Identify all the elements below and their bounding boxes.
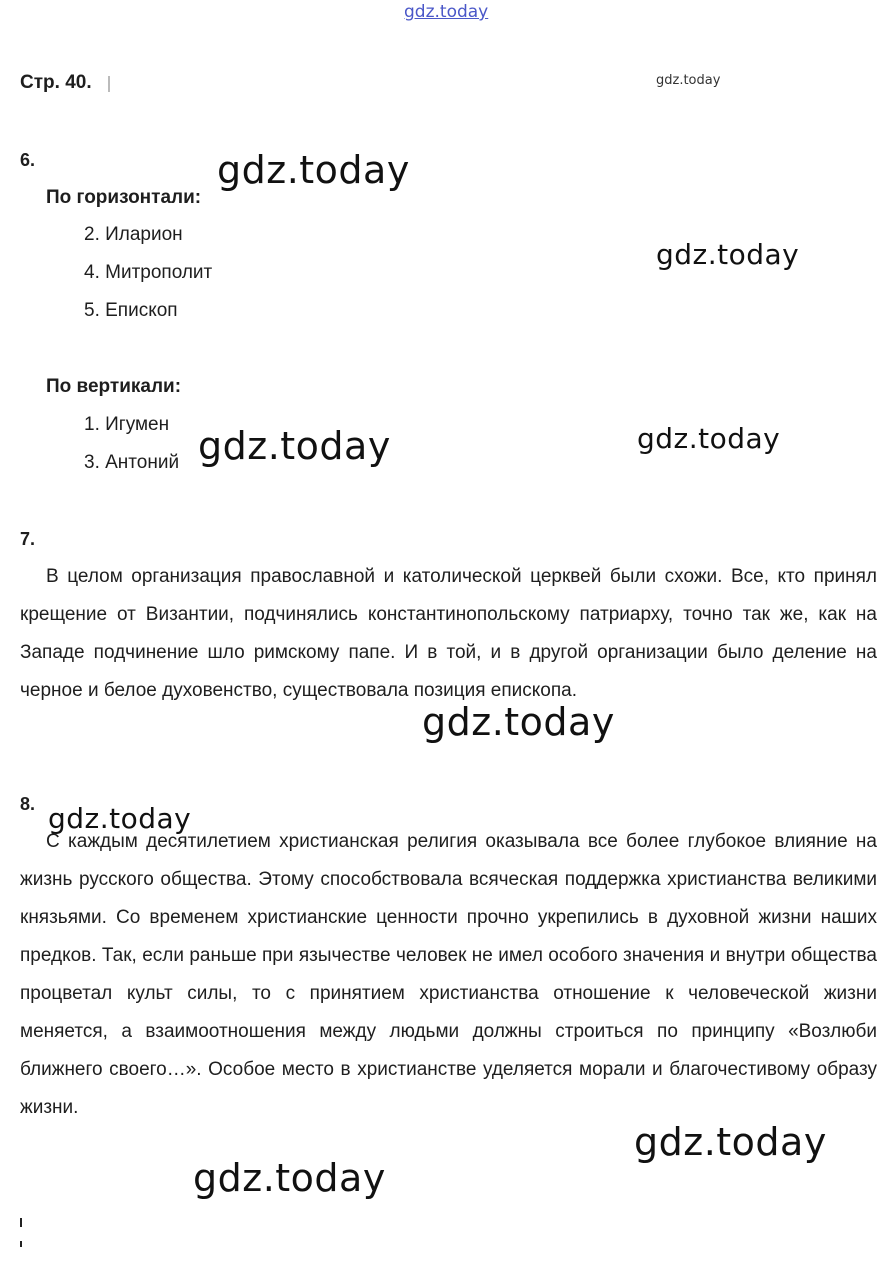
task-7-answer: В целом организация православной и католической церквей были схожи. Все, кто принял крещение от Византии, подчинялись константинопольскому патриарху, точно так же, как на Западе подчинение шло римскому папе. И в той, и в другой организации было деление на черное и белое духовенство, существовала позиция епископа. xyxy=(20,566,877,701)
page-reference: Стр. 40. xyxy=(20,72,92,93)
watermark: gdz.today xyxy=(634,1120,827,1164)
watermark: gdz.today xyxy=(637,422,781,455)
horizontal-item: 2. Иларион xyxy=(84,224,183,245)
artifact-mark xyxy=(20,1241,22,1247)
horizontal-item: 5. Епископ xyxy=(84,300,178,321)
vertical-item: 1. Игумен xyxy=(84,414,170,435)
vertical-heading: По вертикали: xyxy=(46,376,182,397)
task-6-number: 6. xyxy=(20,150,36,170)
watermark-top-link[interactable]: gdz.today xyxy=(404,2,489,22)
horizontal-item: 4. Митрополит xyxy=(84,262,213,283)
watermark: gdz.today xyxy=(198,424,391,468)
task-8-answer: С каждым десятилетием христианская религия оказывала все более глубокое влияние на жизнь русского общества. Этому способствовала всяческая поддержка христианства великими князьями. Со временем христианские ценности прочно укрепились в духовной жизни наших предков. Так, если раньше при язычестве человек не имел особого значения и внутри общества процветал культ силы, то с принятием христианства отношение к человеческой жизни меняется, а взаимоотношения между людьми должны строиться по принципу «Возлюби ближнего своего…». Особое место в христианстве уделяется морали и благочестивому образу жизни. xyxy=(20,831,877,1118)
watermark: gdz.today xyxy=(193,1156,386,1200)
vertical-item: 3. Антоний xyxy=(84,452,180,473)
horizontal-heading: По горизонтали: xyxy=(46,187,202,208)
cursor-mark xyxy=(108,76,110,92)
watermark: gdz.today xyxy=(48,802,192,835)
watermark: gdz.today xyxy=(656,238,800,271)
artifact-mark xyxy=(20,1218,22,1227)
watermark: gdz.today xyxy=(422,700,615,744)
watermark-small: gdz.today xyxy=(656,73,721,88)
task-8-number: 8. xyxy=(20,794,36,814)
watermark: gdz.today xyxy=(217,148,410,192)
task-7-number: 7. xyxy=(20,529,36,549)
